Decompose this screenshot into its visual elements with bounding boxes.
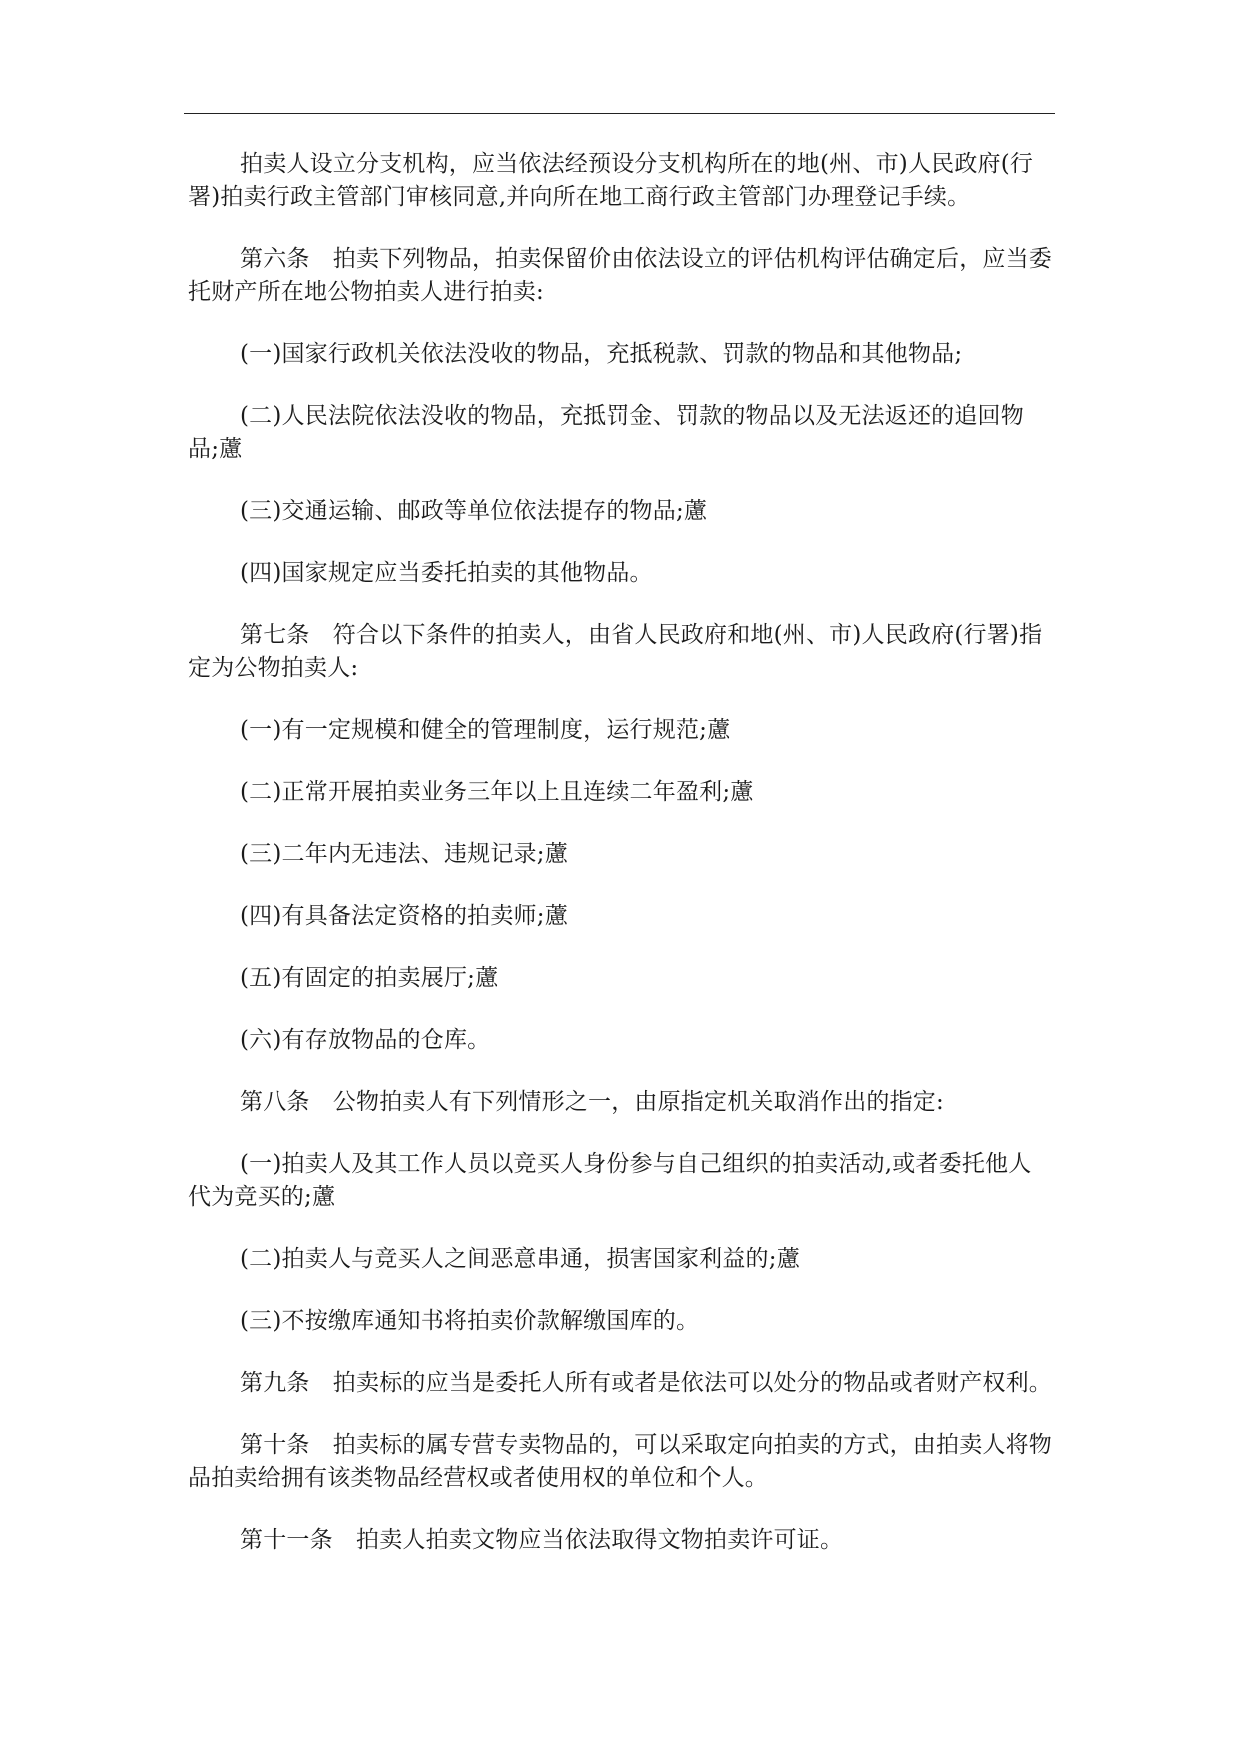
document-body (188, 148, 1054, 1586)
article-6: 第六条 拍卖下列物品，拍卖保留价由依法设立的评估机构评估确定后，应当委托财产所在地公物拍卖人进行拍卖: (188, 246, 1052, 305)
list-item: (二)正常开展拍卖业务三年以上且连续二年盈利;藘 (240, 779, 754, 805)
article-9: 第九条 拍卖标的应当是委托人所有或者是依法可以处分的物品或者财产权利。 (240, 1370, 1052, 1396)
article-10: 第十条 拍卖标的属专营专卖物品的，可以采取定向拍卖的方式，由拍卖人将物品拍卖给拥有该类物品经营权或者使用权的单位和个人。 (188, 1432, 1052, 1491)
list-item: (三)交通运输、邮政等单位依法提存的物品;藘 (240, 498, 708, 524)
list-item: (五)有固定的拍卖展厅;藘 (240, 965, 499, 991)
list-item: (六)有存放物品的仓库。 (240, 1027, 491, 1053)
article-11: 第十一条 拍卖人拍卖文物应当依法取得文物拍卖许可证。 (240, 1527, 844, 1553)
list-item: (二)人民法院依法没收的物品，充抵罚金、罚款的物品以及无法返还的追回物品;藘 (188, 403, 1024, 462)
article-7: 第七条 符合以下条件的拍卖人，由省人民政府和地(州、市)人民政府(行署)指定为公物拍卖人: (188, 622, 1043, 681)
list-item: (一)有一定规模和健全的管理制度，运行规范;藘 (240, 717, 731, 743)
header-rule (184, 113, 1055, 114)
list-item: (三)不按缴库通知书将拍卖价款解缴国库的。 (240, 1308, 700, 1334)
article-8: 第八条 公物拍卖人有下列情形之一，由原指定机关取消作出的指定: (240, 1089, 944, 1115)
list-item: (四)有具备法定资格的拍卖师;藘 (240, 903, 568, 929)
list-item: (一)拍卖人及其工作人员以竞买人身份参与自己组织的拍卖活动,或者委托他人代为竞买的;藘 (188, 1151, 1032, 1210)
list-item: (一)国家行政机关依法没收的物品，充抵税款、罚款的物品和其他物品; (240, 341, 963, 367)
paragraph: 拍卖人设立分支机构，应当依法经预设分支机构所在的地(州、市)人民政府(行署)拍卖行政主管部门审核同意,并向所在地工商行政主管部门办理登记手续。 (188, 151, 1034, 210)
list-item: (四)国家规定应当委托拍卖的其他物品。 (240, 560, 653, 586)
list-item: (二)拍卖人与竞买人之间恶意串通，损害国家利益的;藘 (240, 1246, 800, 1272)
list-item: (三)二年内无违法、违规记录;藘 (240, 841, 568, 867)
